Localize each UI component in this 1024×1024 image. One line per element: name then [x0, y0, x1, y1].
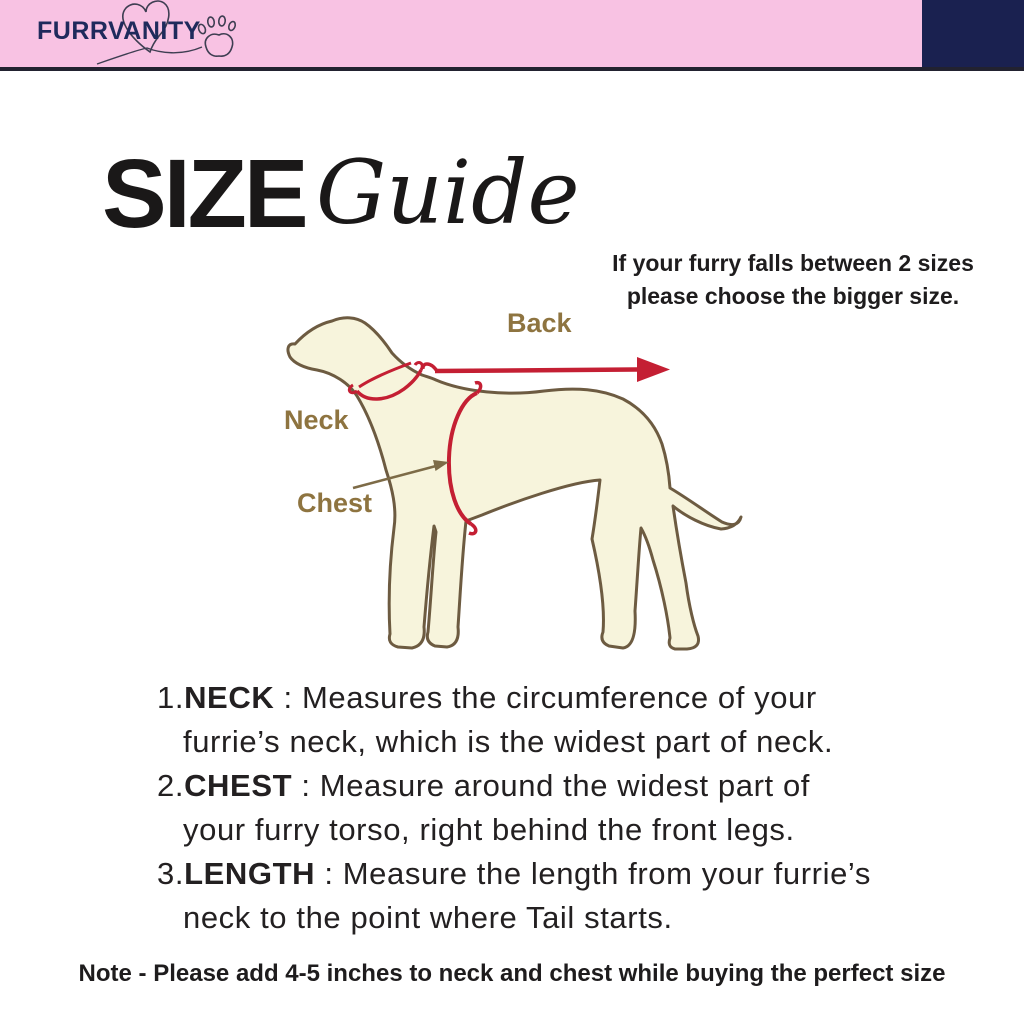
- item-number: 3.: [157, 856, 185, 891]
- item-separator: :: [292, 768, 320, 803]
- page-title-guide: Guide: [316, 141, 580, 244]
- label-neck: Neck: [284, 405, 349, 435]
- sizing-note: Note - Please add 4-5 inches to neck and chest while buying the perfect size: [78, 960, 946, 987]
- item-number: 1.: [157, 680, 185, 715]
- item-term: CHEST: [184, 768, 293, 803]
- back-measure-arrow: [423, 357, 670, 382]
- paw-print-icon: [197, 16, 236, 56]
- list-item: [157, 764, 957, 852]
- item-text: Measures the circumference of your: [301, 680, 817, 715]
- label-chest: Chest: [297, 488, 373, 518]
- item-text: Measure the length from your furrie’s: [342, 856, 871, 891]
- item-term: NECK: [184, 680, 275, 715]
- item-text-continued: your furry torso, right behind the front legs.: [183, 812, 795, 847]
- brand-logo: FURRVANITY: [37, 17, 201, 45]
- item-text: Measure around the widest part of: [319, 768, 811, 803]
- header-bar: [0, 0, 1024, 71]
- list-item: [157, 852, 957, 940]
- item-text-continued: neck to the point where Tail starts.: [183, 900, 673, 935]
- page-title-size: SIZE: [102, 139, 306, 248]
- advisory-line-1: If your furry falls between 2 sizes: [612, 250, 974, 276]
- item-text-continued: furrie’s neck, which is the widest part of neck.: [183, 724, 834, 759]
- label-back: Back: [507, 308, 572, 338]
- item-separator: :: [274, 680, 302, 715]
- header-accent-block: [922, 0, 1024, 67]
- item-term: LENGTH: [184, 856, 316, 891]
- item-number: 2.: [157, 768, 185, 803]
- measurement-instructions: [157, 676, 957, 940]
- list-item: [157, 676, 957, 764]
- swash-flourish-icon: [97, 47, 202, 64]
- advisory-line-2: please choose the bigger size.: [626, 283, 960, 309]
- dog-body: [288, 318, 741, 649]
- item-separator: :: [315, 856, 343, 891]
- dog-illustration: [270, 300, 770, 670]
